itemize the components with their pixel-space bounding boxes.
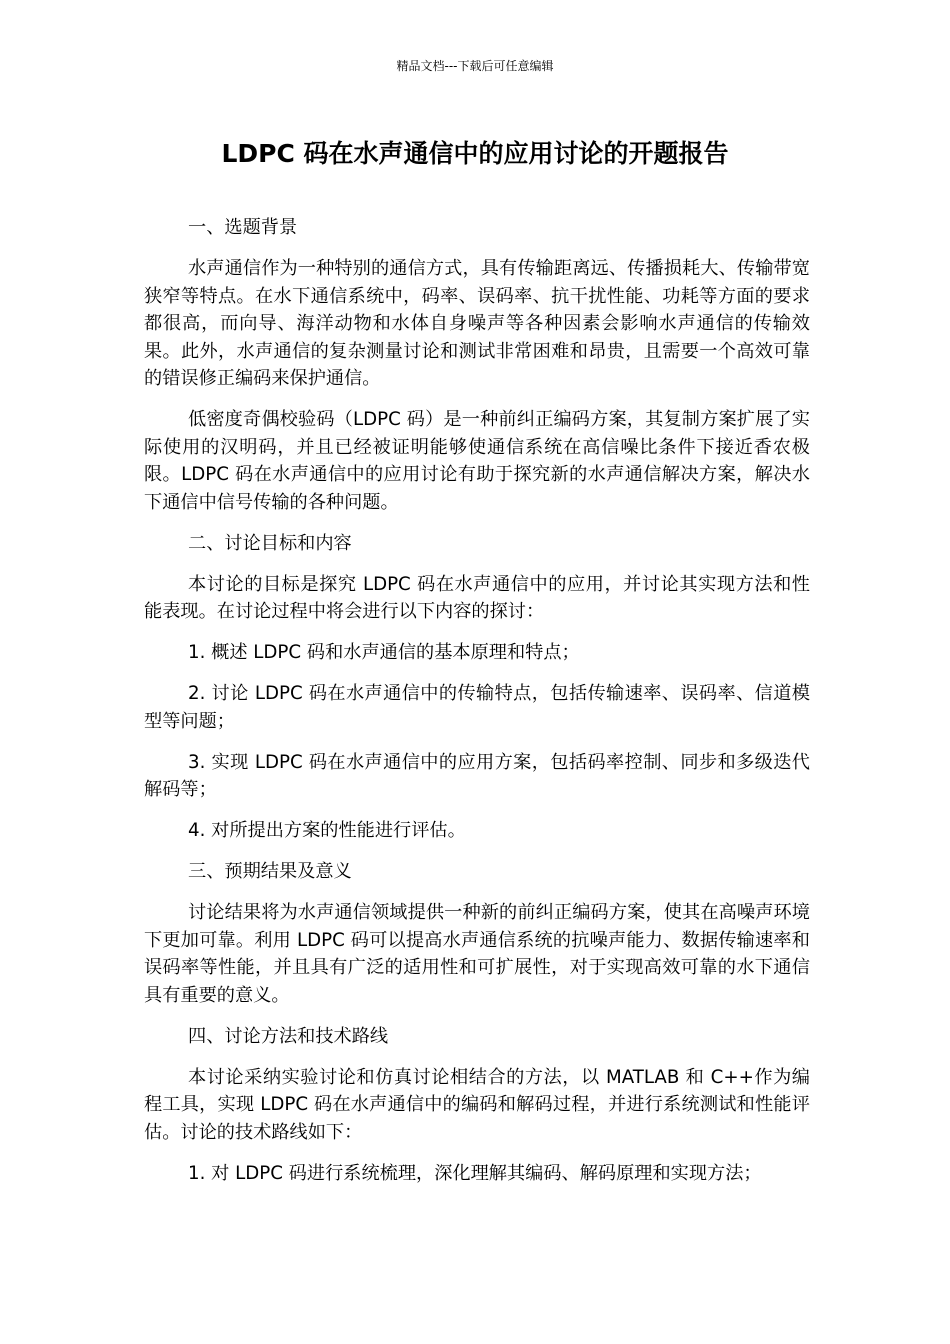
- list-item-objective-4: 4. 对所提出方案的性能进行评估。: [188, 820, 466, 841]
- section-heading-background: 一、选题背景: [188, 217, 298, 238]
- paragraph-expected-results: 讨论结果将为水声通信领域提供一种新的前纠正编码方案，使其在高噪声环境下更加可靠。利用 LDPC 码可以提高水声通信系统的抗噪声能力、数据传输速率和误码率等性能，并且具有广泛的适用性和可扩展性，对于实现高效可靠的水下通信具有重要的意义。: [144, 902, 810, 1006]
- section-heading-expected-results: 三、预期结果及意义: [188, 861, 352, 882]
- paragraph-methods: 本讨论采纳实验讨论和仿真讨论相结合的方法，以 MATLAB 和 C++作为编程工具，实现 LDPC 码在水声通信中的编码和解码过程，并进行系统测试和性能评估。讨论的技术路线如下：: [144, 1066, 810, 1143]
- paragraph-background-1: 水声通信作为一种特别的通信方式，具有传输距离远、传播损耗大、传输带宽狭窄等特点。在水下通信系统中，码率、误码率、抗干扰性能、功耗等方面的要求都很高，而向导、海洋动物和水体自身噪声等各种因素会影响水声通信的传输效果。此外，水声通信的复杂测量讨论和测试非常困难和昂贵，且需要一个高效可靠的错误修正编码来保护通信。: [144, 258, 810, 389]
- section-heading-methods: 四、讨论方法和技术路线: [188, 1025, 389, 1047]
- paragraph-objectives: 本讨论的目标是探究 LDPC 码在水声通信中的应用，并讨论其实现方法和性能表现。在讨论过程中将会进行以下内容的探讨：: [144, 573, 810, 622]
- list-item-method-1: 1. 对 LDPC 码进行系统梳理，深化理解其编码、解码原理和实现方法；: [188, 1162, 762, 1184]
- list-item-objective-2: 2. 讨论 LDPC 码在水声通信中的传输特点，包括传输速率、误码率、信道模型等问题；: [144, 683, 810, 732]
- section-heading-objectives: 二、讨论目标和内容: [188, 532, 352, 554]
- page-header: 精品文档---下载后可任意编辑: [396, 59, 554, 73]
- list-item-objective-3: 3. 实现 LDPC 码在水声通信中的应用方案，包括码率控制、同步和多级迭代解码等；: [144, 751, 810, 800]
- paragraph-background-2: 低密度奇偶校验码（LDPC 码）是一种前纠正编码方案，其复制方案扩展了实际使用的汉明码，并且已经被证明能够使通信系统在高信噪比条件下接近香农极限。LDPC 码在水声通信中的应用讨论有助于探究新的水声通信解决方案，解决水下通信中信号传输的各种问题。: [144, 409, 810, 513]
- list-item-objective-1: 1. 概述 LDPC 码和水声通信的基本原理和特点；: [188, 642, 580, 663]
- document-body: [144, 214, 810, 1201]
- document-title: LDPC 码在水声通信中的应用讨论的开题报告: [221, 139, 729, 168]
